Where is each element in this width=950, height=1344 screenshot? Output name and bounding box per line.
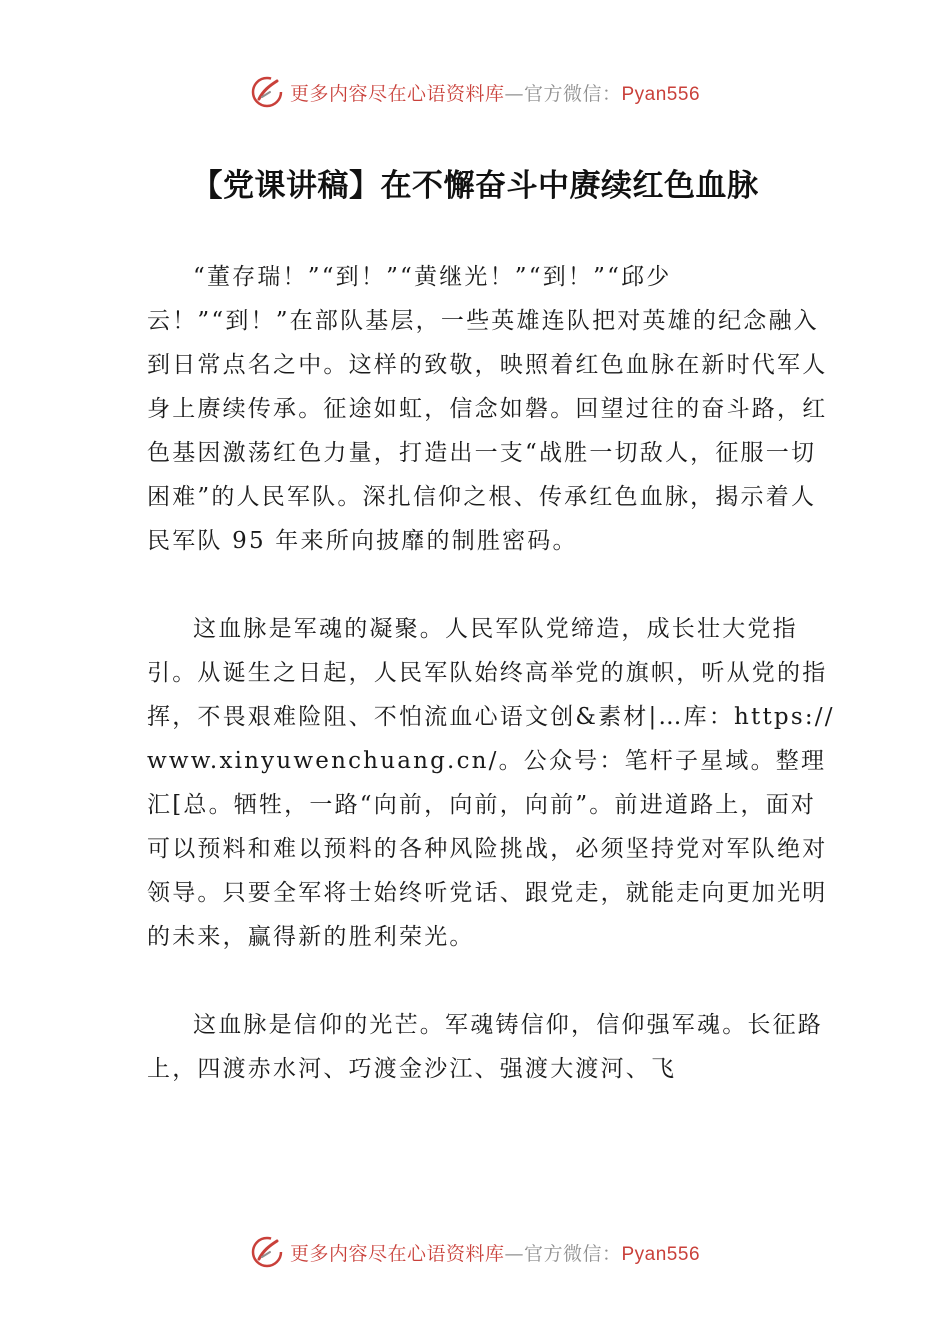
paragraph: 这血脉是军魂的凝聚。人民军队党缔造，成长壮大党指引。从诞生之日起，人民军队始终高举党的旗帜，听从党的指挥，不畏艰难险阻、不怕流血心语文创&素材|…库：https://www.xinyuwenchuang.cn/。公众号：笔杆子星域。整理汇[总。牺牲，一路“向前，向前，向前”。前进道路上，面对可以预料和难以预料的各种风险挑战，必须坚持党对军队绝对领导。只要全军将士始终听党话、跟党走，就能走向更加光明的未来，赢得新的胜利荣光。: [147, 616, 835, 950]
footer-slogan: 更多内容尽在心语资料库: [289, 1242, 505, 1265]
header-banner-content: [250, 75, 700, 109]
footer-wechat-id: Pyan556: [621, 1243, 701, 1265]
footer-banner-text: [290, 1239, 700, 1266]
brush-logo-icon: [250, 75, 284, 109]
document-title: 【党课讲稿】在不懈奋斗中赓续红色血脉: [191, 168, 759, 204]
brush-logo-icon: [250, 1235, 284, 1269]
footer-dash: —: [504, 1242, 524, 1265]
paragraph: “董存瑞！”“到！”“黄继光！”“到！”“邱少云！”“到！”在部队基层，一些英雄连队把对英雄的纪念融入到日常点名之中。这样的致敬，映照着红色血脉在新时代军人身上赓续传承。征途如虹，信念如磐。回望过往的奋斗路，红色基因激荡红色力量，打造出一支“战胜一切敌人，征服一切困难”的人民军队。深扎信仰之根、传承红色血脉，揭示着人民军队 95 年来所向披靡的制胜密码。: [147, 264, 828, 554]
header-wechat-id: Pyan556: [621, 83, 701, 105]
paragraph: 这血脉是信仰的光芒。军魂铸信仰，信仰强军魂。长征路上，四渡赤水河、巧渡金沙江、强渡大渡河、飞: [147, 1012, 823, 1082]
document-body: [147, 255, 837, 1135]
footer-banner: [0, 1232, 950, 1272]
footer-banner-content: [250, 1235, 700, 1269]
footer-official-label: 官方微信：: [523, 1242, 622, 1265]
header-banner: [0, 72, 950, 112]
header-official-label: 官方微信：: [523, 82, 622, 105]
header-dash: —: [504, 82, 524, 105]
header-banner-text: [290, 79, 700, 106]
header-slogan: 更多内容尽在心语资料库: [289, 82, 505, 105]
